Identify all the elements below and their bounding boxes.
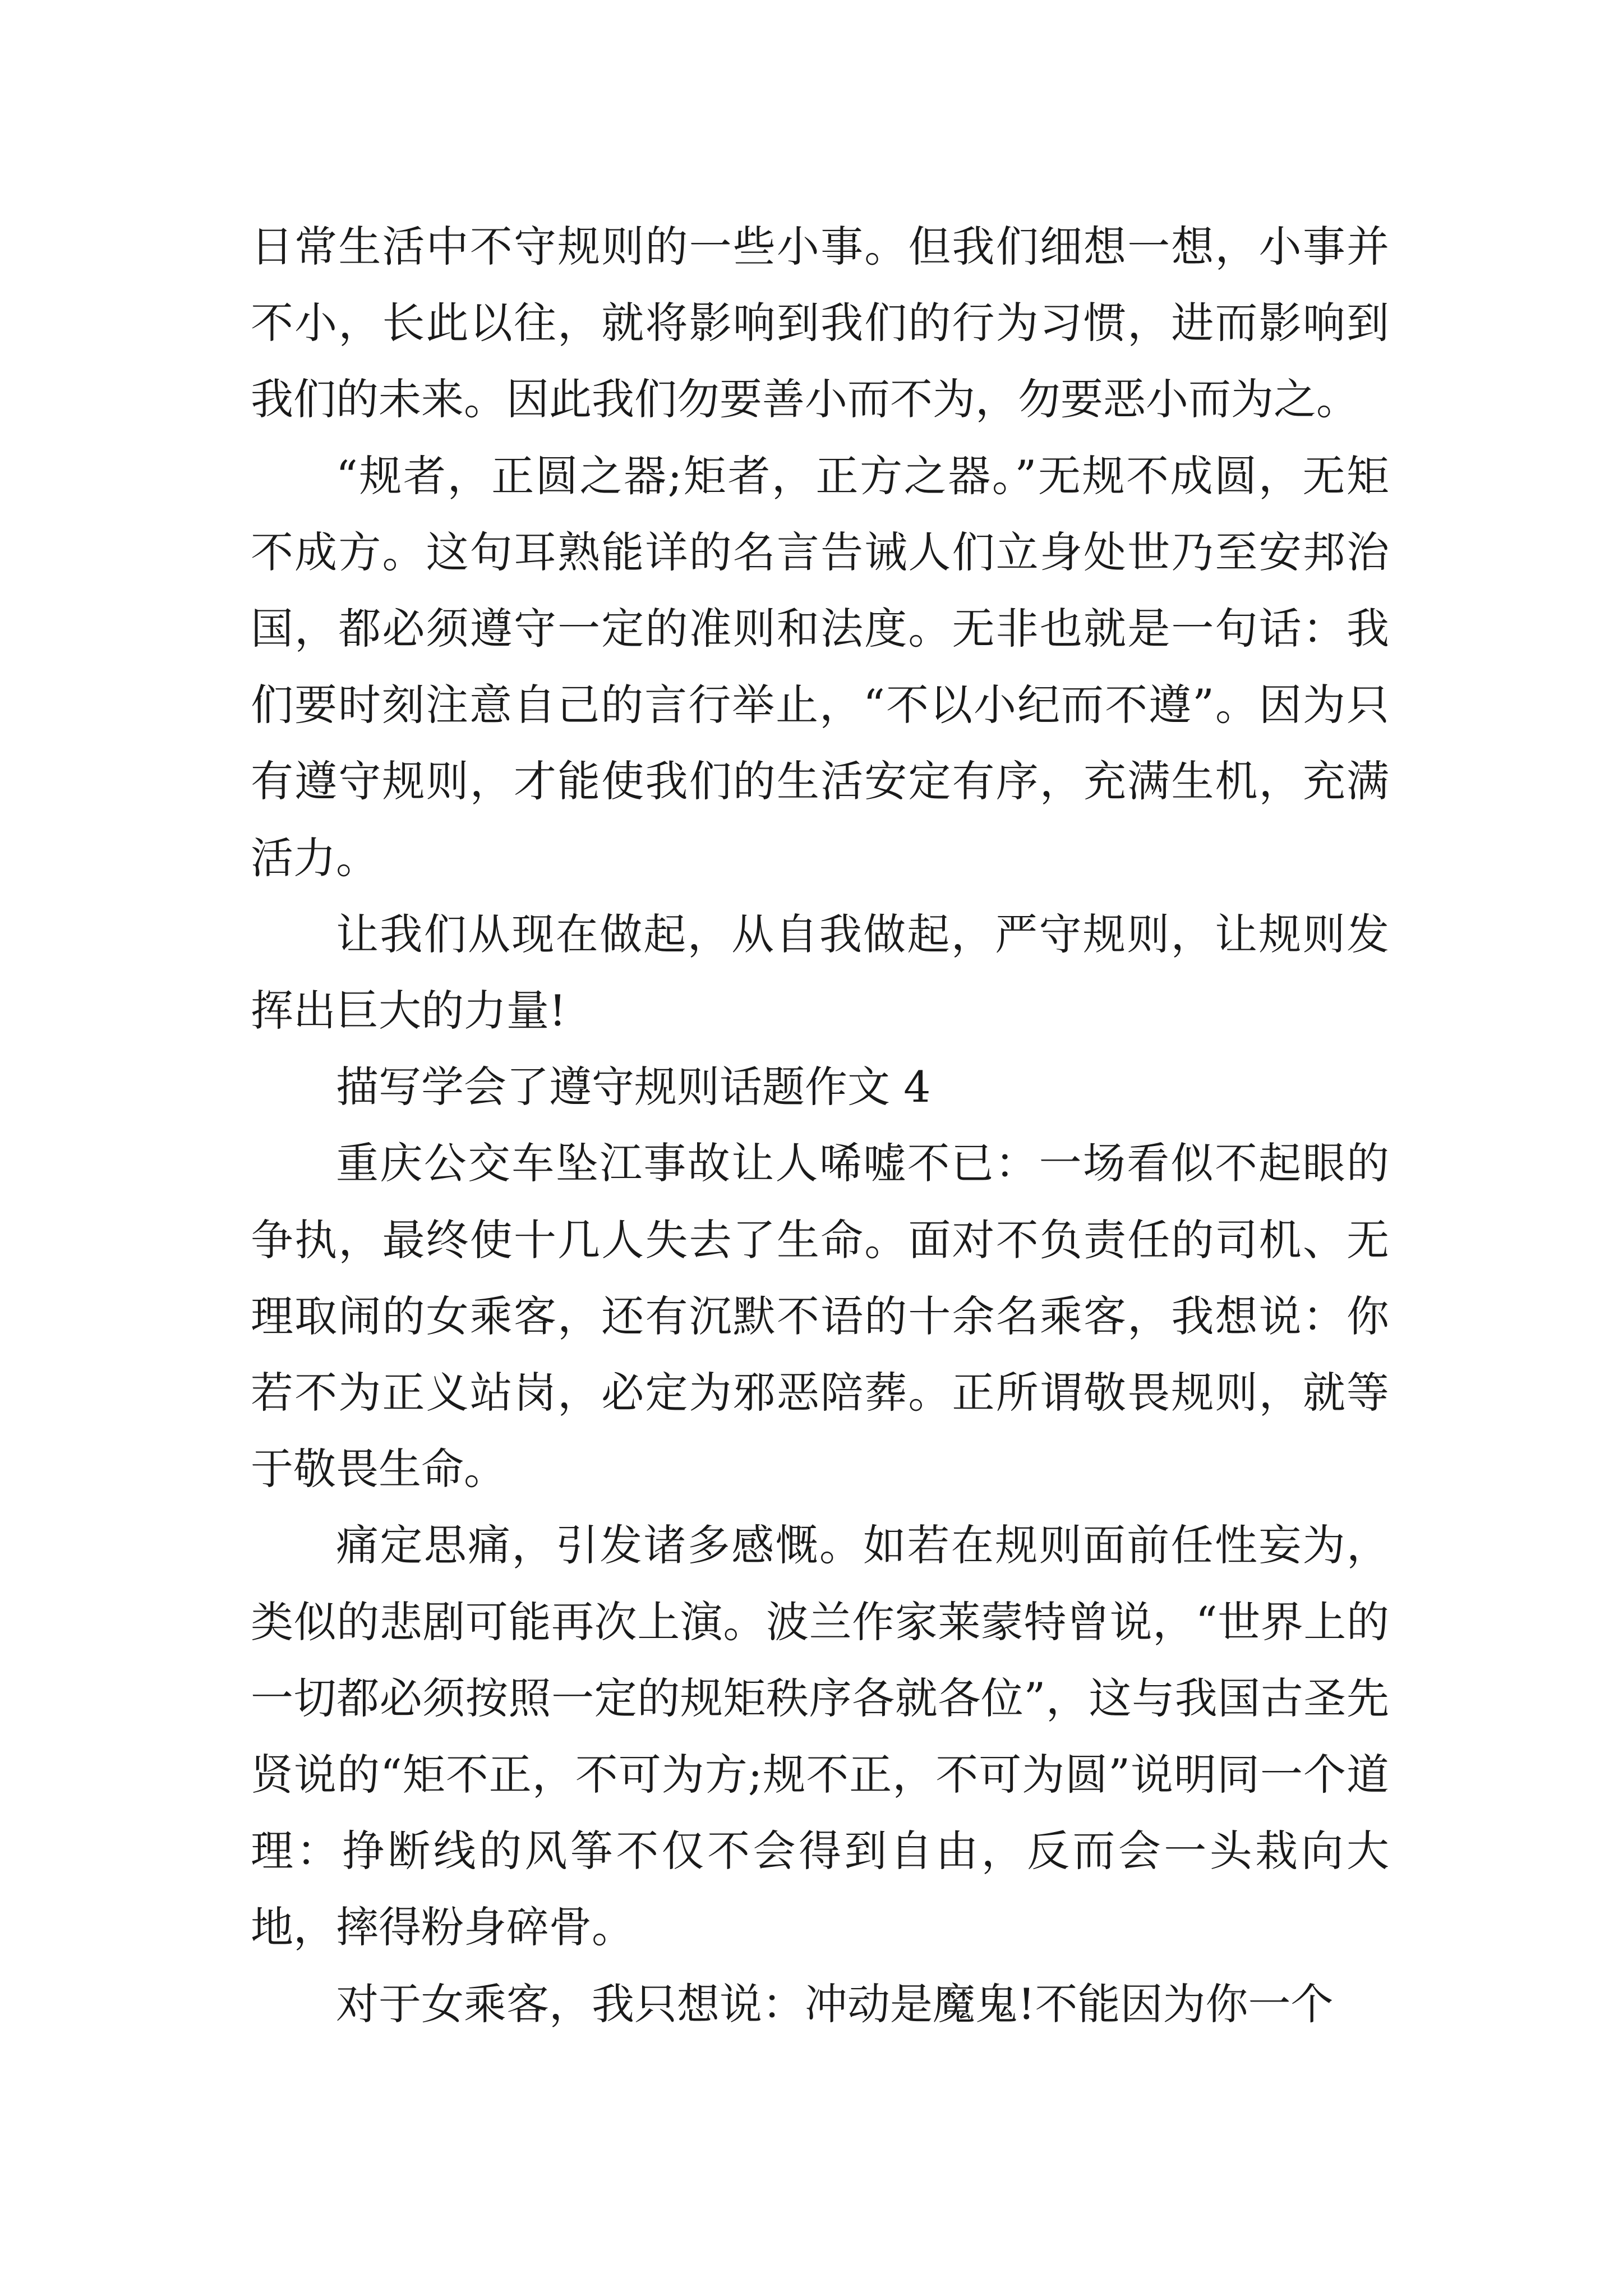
paragraph-7: 对于女乘客，我只想说：冲动是魔鬼!不能因为你一个	[336, 1978, 1334, 2029]
paragraph-1: 日常生活中不守规则的一些小事。但我们细想一想，小事并不小，长此以往，就将影响到我们的行为习惯，进而影响到我们的未来。因此我们勿要善小而不为，勿要恶小而为之。	[251, 222, 1389, 425]
paragraph-5: 重庆公交车坠江事故让人唏嘘不已：一场看似不起眼的争执，最终使十几人失去了生命。面对不负责任的司机、无理取闹的女乘客，还有沉默不语的十余名乘客，我想说：你若不为正义站岗，必定为邪恶陪葬。正所谓敬畏规则，就等于敬畏生命。	[251, 1138, 1389, 1494]
paragraph-6: 痛定思痛，引发诸多感慨。如若在规则面前任性妄为，类似的悲剧可能再次上演。波兰作家莱蒙特曾说，“世界上的一切都必须按照一定的规矩秩序各就各位”，这与我国古圣先贤说的“矩不正，不可为方;规不正，不可为圆”说明同一个道理：挣断线的风筝不仅不会得到自由，反而会一头栽向大地，摔得粉身碎骨。	[251, 1520, 1389, 1953]
paragraph-2: “规者，正圆之器;矩者，正方之器。”无规不成圆，无矩不成方。这句耳熟能详的名言告诫人们立身处世乃至安邦治国，都必须遵守一定的准则和法度。无非也就是一句话：我们要时刻注意自己的言行举止，“不以小纪而不遵”。因为只有遵守规则，才能使我们的生活安定有序，充满生机，充满活力。	[251, 450, 1389, 883]
body-text	[251, 209, 1389, 2042]
section-heading: 描写学会了遵守规则话题作文 4	[336, 1062, 931, 1112]
paragraph-3: 让我们从现在做起，从自我做起，严守规则，让规则发挥出巨大的力量!	[251, 909, 1389, 1036]
